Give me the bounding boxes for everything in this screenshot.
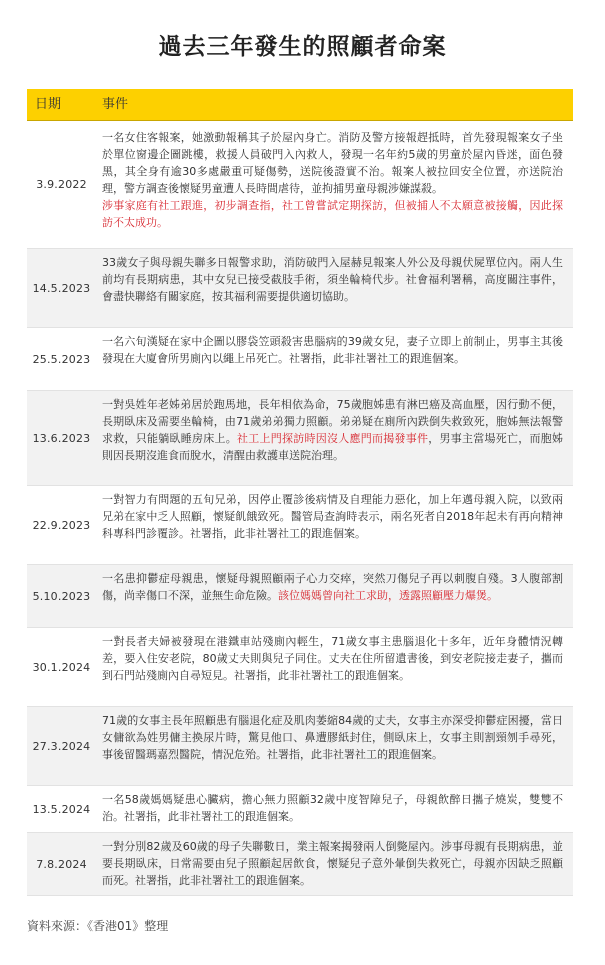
header-date: 日期 <box>35 97 62 112</box>
event-text: 一對長者夫婦被發現在港鐵車站殘廁內輕生，71歲女事主患腦退化十多年，近年身體情況轉差，要入住安老院，80歲丈夫則與兒子同住。丈夫在住所留遺書後，到安老院接走妻子，攜而到石門站殘廁內自尋短見。社署指，此非社署社工的跟進個案。 <box>102 635 563 682</box>
event-text: 一名患抑鬱症母親患，懷疑母親照顧兩子心力交瘁，突然刀傷兒子再以刺腹自殘。3人腹部割傷，尚幸傷口不深，並無生命危險。 <box>102 572 563 602</box>
row-date: 14.5.2023 <box>32 281 91 295</box>
table-row <box>27 833 573 896</box>
row-event <box>96 121 573 248</box>
table-row <box>27 628 573 707</box>
table-row <box>27 707 573 786</box>
row-date: 3.9.2022 <box>36 178 87 191</box>
header-event: 事件 <box>102 97 129 112</box>
event-text: 71歲的女事主長年照顧患有腦退化症及肌肉萎縮84歲的丈夫，女事主亦深受抑鬱症困擾，當日女傭欲為姓男傭主換尿片時，驚見他口、鼻遭膠紙封住，側臥床上，女事主則割頸刎手尋死，事後留醫瑪嘉烈醫院，情況危殆。社署指，此非社署社工的跟進個案。 <box>102 714 563 761</box>
table-row <box>27 249 573 328</box>
table-row <box>27 121 573 249</box>
row-date: 22.9.2023 <box>32 518 91 532</box>
row-event <box>96 565 573 627</box>
table-row <box>27 391 573 486</box>
table-row <box>27 565 573 628</box>
row-date: 5.10.2023 <box>32 589 91 603</box>
row-date: 27.3.2024 <box>32 739 91 753</box>
row-event <box>96 486 573 564</box>
table-row <box>27 786 573 833</box>
row-event <box>96 707 573 785</box>
event-text: 一名58歲媽媽疑患心臟病，擔心無力照顧32歲中度智障兒子，母親飲醉日攜子燒炭，雙雙不治。社署指，此非社署社工的跟進個案。 <box>102 793 563 823</box>
event-text: 一對吳姓年老姊弟居於跑馬地，長年相依為命，75歲胞姊患有淋巴癌及高血壓，因行動不便，長期臥床及需要坐輪椅，由71歲弟弟獨力照顧。弟弟疑在廁所內跌倒失救致死，胞姊無法報警求救，只能躺臥睡房床上。 <box>102 398 563 445</box>
row-event <box>96 833 573 895</box>
event-text: 33歲女子與母親失聯多日報警求助，消防破門入屋赫見報案人外公及母親伏屍單位內。兩人生前均有長期病患，其中女兒已接受截肢手術，須坐輪椅代步。社會福利署稱，高度關注事件，會盡快聯絡有關家庭，按其福利需要提供適切協助。 <box>102 256 563 303</box>
table-row <box>27 486 573 565</box>
row-date: 7.8.2024 <box>36 857 87 871</box>
cases-table <box>27 89 573 896</box>
row-date: 30.1.2024 <box>32 660 91 674</box>
event-note: 該位媽媽曾向社工求助，透露照顧壓力爆煲。 <box>278 589 498 602</box>
row-date: 13.5.2024 <box>32 802 91 816</box>
event-text: 一對智力有問題的五旬兄弟，因停止覆診後病情及自理能力惡化，加上年邁母親入院，以致兩兄弟在家中乏人照顧，懷疑飢餓致死。醫管局查詢時表示，兩名死者自2018年起未有再向精神科專科門診覆診。社署指，此非社署社工的跟進個案。 <box>102 493 563 540</box>
event-text: 一名六旬漢疑在家中企圖以膠袋笠頭殺害患腦病的39歲女兒，妻子立即上前制止，男事主其後發現在大廈會所男廁內以繩上吊死亡。社署指，此非社署社工的跟進個案。 <box>102 335 563 365</box>
event-text-cont: ，男事主當場死亡，而胞姊則因長期沒進食而脫水，清醒由救護車送院治理。 <box>102 432 563 462</box>
row-event <box>96 628 573 706</box>
row-event <box>96 391 573 485</box>
table-row <box>27 328 573 391</box>
row-event <box>96 249 573 327</box>
row-date: 25.5.2023 <box>32 352 91 366</box>
event-note: 社工上門探訪時因沒人應門而揭發事件 <box>237 432 429 445</box>
event-text: 一對分別82歲及60歲的母子失聯數日，業主報案揭發兩人倒斃屋內。涉事母親有長期病患，並要長期臥床，日常需要由兒子照顧起居飲食，懷疑兒子意外暈倒失救死亡，母親亦因缺乏照顧而死。社署指，此非社署社工的跟進個案。 <box>102 840 563 887</box>
row-date: 13.6.2023 <box>32 431 91 445</box>
table-header <box>27 89 573 121</box>
row-event <box>96 786 573 832</box>
event-note: 涉事家庭有社工跟進，初步調查指，社工曾嘗試定期探訪，但被捕人不太願意被接觸，因此探訪不太成功。 <box>102 199 563 229</box>
page-title: 過去三年發生的照顧者命案 <box>158 34 447 60</box>
source-note: 資料來源：《香港01》整理 <box>27 919 169 933</box>
row-event <box>96 328 573 390</box>
event-text: 一名女住客報案，她激動報稱其子於屋內身亡。消防及警方接報趕抵時，首先發現報案女子坐於單位窗邊企圖跳樓，救援人員破門入內救人，發現一名年約5歲的男童於屋內昏迷，面色發黑，其全身有逾30多處嚴重可疑傷勢，送院後證實不治。報案人被拉回安全位置，亦送院治理，警方調查後懷疑男童遭人長時間虐待，並拘捕男童母親涉嫌謀殺。 <box>102 131 563 195</box>
